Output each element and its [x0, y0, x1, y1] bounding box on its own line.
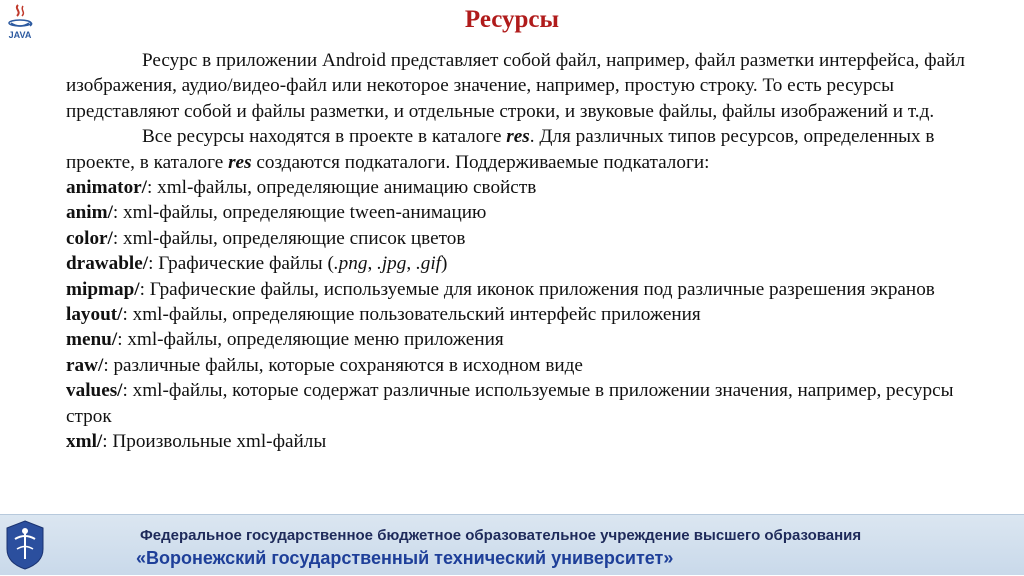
dir-name: drawable/	[66, 253, 149, 275]
dir-item-values	[66, 378, 966, 429]
dir-desc: : xml-файлы, определяющие список цветов	[112, 227, 466, 249]
dir-desc: : xml-файлы, определяющие меню приложения	[117, 329, 504, 351]
university-emblem-icon	[4, 519, 46, 571]
dir-item-menu	[66, 327, 966, 352]
dir-item-animator	[66, 175, 966, 200]
ext-sep: ,	[406, 253, 416, 275]
dir-item-xml	[66, 429, 966, 454]
footer-university-name: «Воронежский государственный технический университет»	[136, 548, 674, 568]
ext-sep: ,	[367, 253, 378, 275]
dir-name: menu/	[66, 329, 118, 351]
dir-item-layout	[66, 302, 966, 327]
university-logo	[4, 519, 46, 571]
dir-desc: : xml-файлы, определяющие анимацию свойств	[147, 177, 537, 199]
dir-desc: : Графические файлы, используемые для иконок приложения под различные разрешения экранов	[139, 278, 935, 300]
dir-name: color/	[66, 227, 113, 249]
res-keyword-2: res	[228, 151, 252, 173]
dir-desc: : Графические файлы (	[148, 253, 334, 275]
dir-name: animator/	[66, 177, 148, 199]
dir-desc: : xml-файлы, определяющие tween-анимацию	[112, 202, 487, 224]
res-text-3: создаются подкаталоги. Поддерживаемые подкаталоги:	[251, 151, 710, 173]
dir-item-color	[66, 226, 966, 251]
dir-name: values/	[66, 380, 123, 402]
res-paragraph	[66, 124, 966, 175]
dir-item-drawable	[66, 251, 966, 276]
ext-png: .png	[333, 253, 368, 275]
dir-item-anim	[66, 200, 966, 225]
dir-desc: : xml-файлы, которые содержат различные используемые в приложении значения, например, ресурсы строк	[66, 380, 954, 427]
footer-banner	[0, 514, 1024, 575]
ext-end: )	[441, 253, 448, 275]
dir-desc: : Произвольные xml-файлы	[102, 431, 327, 453]
intro-paragraph: Ресурс в приложении Android представляет собой файл, например, файл разметки интерфейса, файл изображения, аудио/видео-файл или некоторое значение, например, простую строку. То есть ресурсы представляют собой и файлы разметки, и отдельные строки, и звуковые файлы, файлы изображений и т.д.	[66, 50, 965, 122]
dir-desc: : xml-файлы, определяющие пользовательский интерфейс приложения	[122, 304, 701, 326]
java-logo-text: JAVA	[8, 30, 32, 40]
dir-name: layout/	[66, 304, 123, 326]
res-text-2: . Для различных типов ресурсов, определенных в проекте, в каталоге	[66, 126, 935, 173]
dir-name: xml/	[66, 431, 103, 453]
footer-institution-type: Федеральное государственное бюджетное образовательное учреждение высшего образования	[140, 527, 862, 544]
dir-desc: : различные файлы, которые сохраняются в исходном виде	[103, 354, 583, 376]
dir-item-mipmap	[66, 277, 966, 302]
dir-name: raw/	[66, 354, 104, 376]
slide-content	[66, 48, 966, 455]
res-text-1: Все ресурсы находятся в проекте в каталоге	[142, 126, 507, 148]
dir-name: mipmap/	[66, 278, 140, 300]
dir-item-raw	[66, 353, 966, 378]
dir-name: anim/	[66, 202, 113, 224]
ext-jpg: .jpg	[377, 253, 407, 275]
ext-gif: .gif	[415, 253, 442, 275]
page-title: Ресурсы	[464, 6, 560, 33]
res-keyword-1: res	[506, 126, 530, 148]
